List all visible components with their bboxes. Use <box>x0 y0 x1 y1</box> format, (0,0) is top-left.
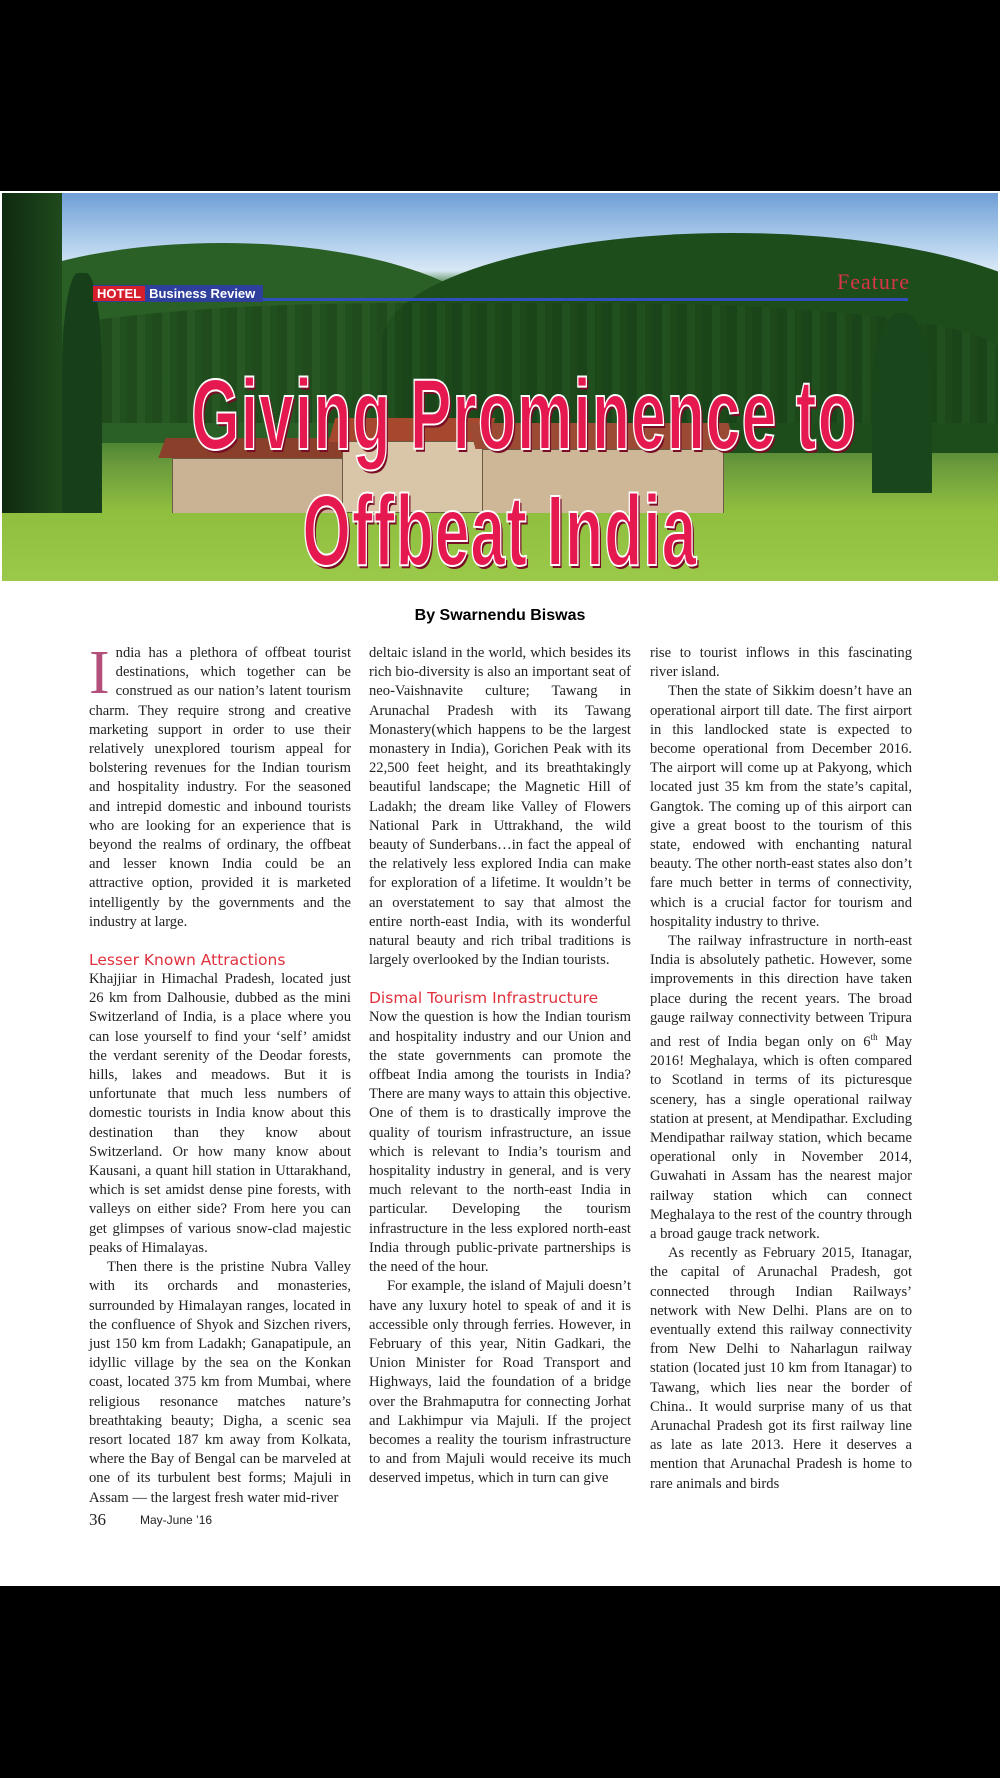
subhead-lesser-known-attractions: Lesser Known Attractions <box>89 951 286 970</box>
superscript: th <box>870 1032 878 1043</box>
body-paragraph: rise to tourist inflows in this fascinating river island. <box>650 645 912 681</box>
hero-photo <box>2 193 998 581</box>
body-paragraph: Then there is the pristine Nubra Valley with its orchards and monasteries, surrounded by Himalayan ranges, located in the confluence of Shyok and Sizchen rivers, just 150 km from Ladakh; Ganapatipule, an idyllic village by the sea on the Konkan coast, located 375 km from Mumbai, where religious resonance matches nature’s breathtaking beauty; Digha, a scenic sea resort located 187 km away from Kolkata, where the Bay of Bengal can be marveled at one of its turbulent best forms; Majuli in Assam — the largest fresh water mid-river <box>89 1259 351 1506</box>
brand-business-review: Business Review <box>149 286 256 301</box>
body-paragraph: Then the state of Sikkim doesn’t have an operational airport till date. The first airport in this landlocked state is expected to become operational from December 2016. The airport will come up at Pakyong, which located just 35 km from the state’s capital, Gangtok. The coming up of this airport can give a great boost to the tourism of this state, endowed with enchanting natural beauty. The other north-east states also don’t fare much better in terms of connectivity, which is a crucial factor for tourism and hospitality industry to thrive. <box>650 683 912 930</box>
body-text: May 2016! Meghalaya, which is often compared to Scotland in terms of its picturesque scenery, has a single operational railway station at present, at Mendipathar. Excluding Mendipathar railway station, which became operational only in November 2014, Guwahati in Assam has the nearest major railway station which can connect Meghalaya to the rest of the country through a broad gauge track network. <box>650 1033 912 1242</box>
body-paragraph: As recently as February 2015, Itanagar, the capital of Arunachal Pradesh, got connected through Indian Railways’ network with New Delhi. Plans are on to eventually extend this railway connectivity from New Delhi to Naharlagun railway station (located just 10 km from Itanagar) to Tawang, which lies near the border of China.. It would surprise many of us that Arunachal Pradesh got its first railway line as late as late 2013. Here it deserves a mention that Arunachal Pradesh is home to rare animals and birds <box>650 1245 912 1492</box>
publication-brand <box>93 285 263 302</box>
drop-cap: I <box>89 639 110 707</box>
issue-date: May-June ’16 <box>140 1513 213 1527</box>
body-text: The railway infrastructure in north-east India is absolutely pathetic. However, some improvements in this direction have taken place during the recent years. The broad gauge railway connectivity between Tripura and rest of India began only on 6 <box>650 933 912 1050</box>
body-paragraph: For example, the island of Majuli doesn’t have any luxury hotel to speak of and it is accessible only through ferries. However, in February of this year, Nitin Gadkari, the Union Minister for Road Transport and Highways, laid the foundation of a bridge over the Brahmaputra for connecting Jorhat and Lakhimpur via Majuli. If the project becomes a reality the tourism infrastructure to and from Majuli would receive its much deserved impetus, which in turn can give <box>369 1278 631 1487</box>
headline-line-2: Offbeat India <box>302 475 698 581</box>
intro-paragraph <box>89 639 351 932</box>
magazine-page <box>0 191 1000 1586</box>
headline-line-1: Giving Prominence to <box>191 359 857 471</box>
intro-text: ndia has a plethora of offbeat tourist destinations, which together can be construed as our nation’s latent tourism charm. They require strong and creative marketing support in order to use their relatively unexplored tourism appeal for bolstering revenues for the Indian tourism and hospitality industry. For the seasoned and intrepid domestic and inbound tourists who are looking for an experience that is beyond the realms of ordinary, the offbeat and lesser known India could be an attractive option, provided it is marketed intelligently by the governments and the industry at large. <box>89 645 351 930</box>
brand-hotel: HOTEL <box>93 286 145 301</box>
page-number: 36 <box>89 1510 106 1529</box>
article-column-1 <box>89 639 351 1508</box>
article-column-3 <box>650 644 912 1494</box>
section-label: Feature <box>837 269 910 294</box>
article-column-2 <box>369 644 631 1489</box>
body-paragraph <box>650 932 912 1244</box>
body-paragraph: Now the question is how the Indian tourism and hospitality industry and our Union and the state governments can promote the offbeat India among the tourists in India? There are many ways to attain this objective. One of them is to drastically improve the quality of tourism infrastructure, an issue which is relevant to India’s tourism and hospitality industry in general, and is very much relevant to the north-east India in particular. Developing the tourism infrastructure in the less explored north-east India through public-private partnerships is the need of the hour. <box>369 1009 631 1276</box>
body-paragraph: Khajjiar in Himachal Pradesh, located just 26 km from Dalhousie, dubbed as the mini Switzerland of India, is a place where you can lose yourself to find your ‘self’ amidst the verdant serenity of the Deodar forests, hills, lakes and meadows. But it is unfortunate that much less numbers of domestic tourists in India know about this destination than they know about Switzerland. Or how many know about Kausani, a quant hill station in Uttarakhand, which is set amidst dense pine forests, with valleys on either side? From here you can get glimpses of various snow-clad majestic peaks of Himalayas. <box>89 971 351 1256</box>
body-paragraph: deltaic island in the world, which besides its rich bio-diversity is also an important seat of neo-Vaishnavite culture; Tawang in Arunachal Pradesh with its Tawang Monastery(which happens to be the largest monastery in India), Gorichen Peak with its 22,500 feet height, and its breathtakingly beautiful landscape; the Magnetic Hill of Ladakh; the dream like Valley of Flowers National Park in Uttrakhand, the wild beauty of Sunderbans…in fact the appeal of the relatively less explored India can make for exploration of a lifetime. It wouldn’t be an overstatement to say that almost the entire north-east India, with its wonderful natural beauty and rich tribal traditions is largely overlooked by the Indian tourists. <box>369 645 631 969</box>
subhead-dismal-tourism-infrastructure: Dismal Tourism Infrastructure <box>369 989 599 1008</box>
byline: By Swarnendu Biswas <box>414 607 586 624</box>
